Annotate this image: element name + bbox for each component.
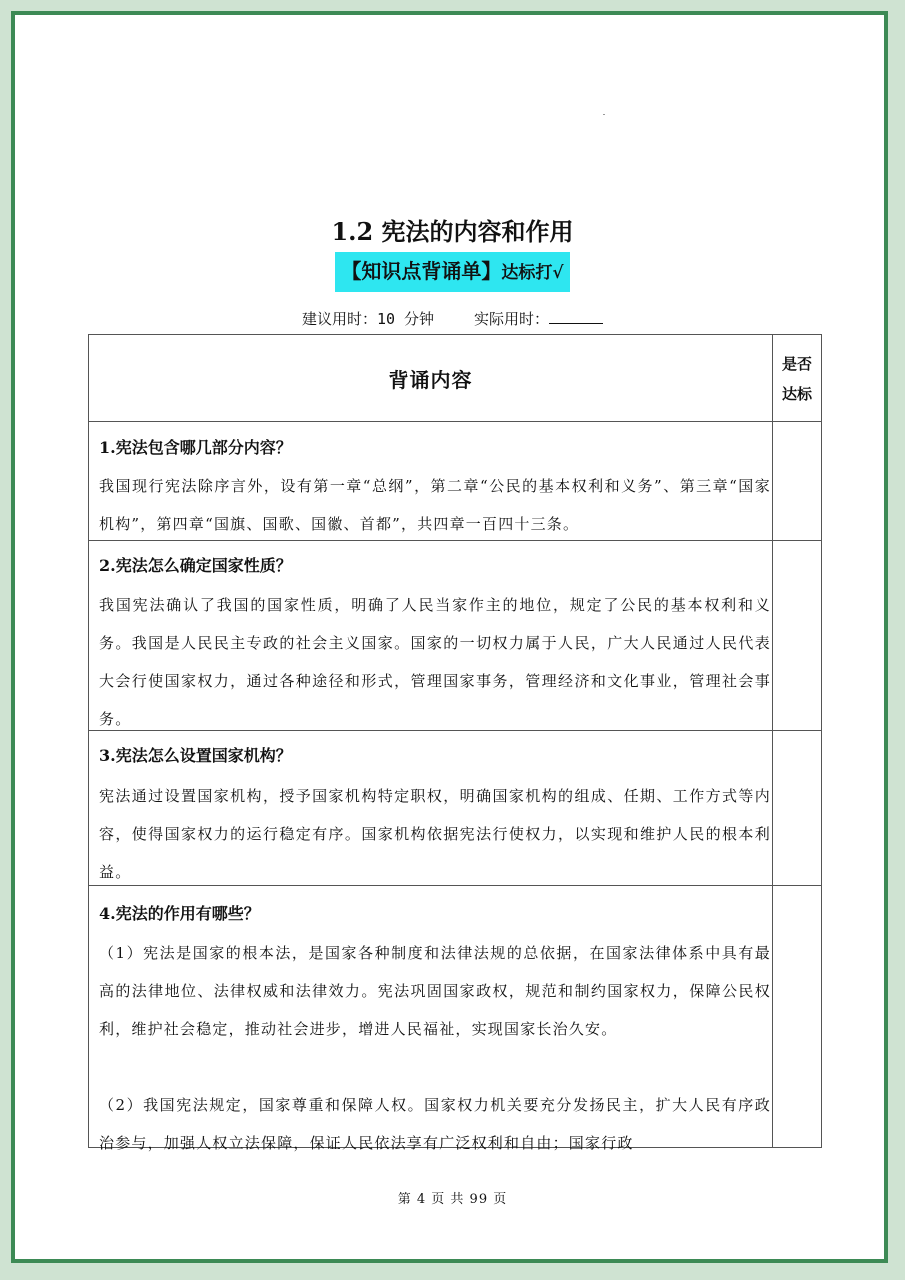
question-1: 1.宪法包含哪几部分内容？ — [99, 438, 292, 457]
answer-4-part-2: （2）我国宪法规定，国家尊重和保障人权。国家权力机关要充分发扬民主，扩大人民有序政治参与，加强人权立法保障，保证人民依法享有广泛权利和自由；国家行政 — [99, 1096, 771, 1152]
question-3: 3.宪法怎么设置国家机构？ — [99, 746, 292, 765]
question-2: 2.宪法怎么确定国家性质？ — [99, 556, 292, 575]
answer-3: 宪法通过设置国家机构，授予国家机构特定职权，明确国家机构的组成、任期、工作方式等内容，使得国家权力的运行稳定有序。国家机构依据宪法行使权力，以实现和维护人民的根本利益。 — [99, 787, 771, 881]
header-status-line1: 是否 — [781, 355, 812, 373]
page-title: 1.2 宪法的内容和作用 — [331, 217, 574, 246]
page-footer: 第 4 页 共 99 页 — [397, 1192, 508, 1207]
stray-dot — [603, 114, 605, 115]
actual-time-label: 实际用时： — [474, 310, 550, 328]
subtitle-highlight — [335, 252, 569, 292]
question-4: 4.宪法的作用有哪些？ — [99, 904, 260, 923]
table-row-divider — [89, 885, 821, 886]
suggested-time: 建议用时：10 分钟 — [301, 310, 435, 328]
recitation-table — [88, 334, 822, 1152]
table-row-divider — [89, 421, 821, 422]
subtitle-row — [0, 252, 905, 292]
header-status-line2: 达标 — [781, 385, 812, 403]
table-row-divider — [89, 540, 821, 541]
table-row-divider — [89, 730, 821, 731]
answer-1: 我国现行宪法除序言外，设有第一章“总纲”，第二章“公民的基本权利和义务”、第三章“国家机构”，第四章“国旗、国歌、国徽、首都”，共四章一百四十三条。 — [99, 477, 771, 533]
header-content: 背诵内容 — [388, 367, 473, 392]
time-info — [0, 308, 905, 329]
answer-4-part-1: （1）宪法是国家的根本法，是国家各种制度和法律法规的总依据，在国家法律体系中具有最高的法律地位、法律权威和法律效力。宪法巩固国家政权，规范和制约国家权力，保障公民权利，维护社会稳定，推动社会进步，增进人民福祉，实现国家长治久安。 — [99, 944, 771, 1038]
header-status — [773, 349, 821, 409]
subtitle-tick: 达标打√ — [501, 263, 564, 283]
answer-2: 我国宪法确认了我国的国家性质，明确了人民当家作主的地位，规定了公民的基本权利和义务。我国是人民民主专政的社会主义国家。国家的一切权力属于人民，广大人民通过人民代表大会行使国家权力，通过各种途径和形式，管理国家事务，管理经济和文化事业，管理社会事务。 — [99, 596, 771, 728]
subtitle-main: 【知识点背诵单】 — [341, 259, 502, 283]
actual-time-blank[interactable] — [549, 309, 603, 324]
status-column-divider — [772, 335, 773, 1147]
